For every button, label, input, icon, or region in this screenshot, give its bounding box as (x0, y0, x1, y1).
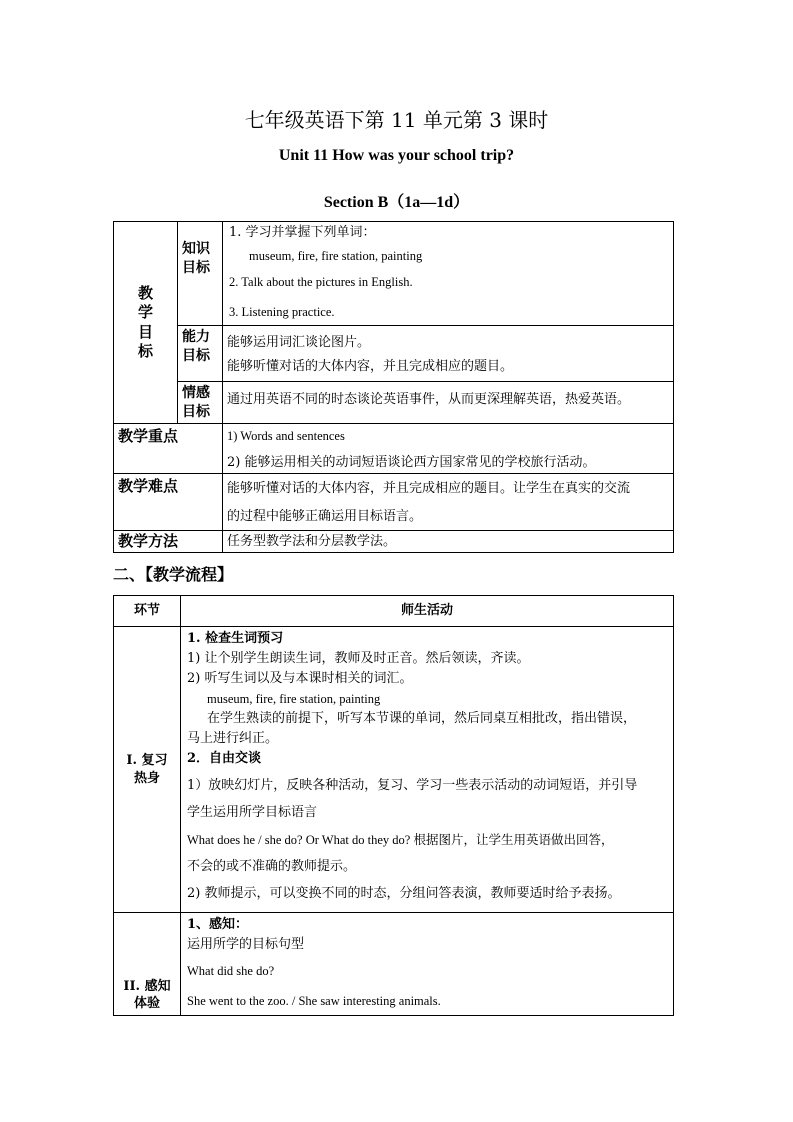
objectives-table (113, 221, 674, 553)
section-title: Section B（1a—1d） (323, 194, 470, 211)
document-title: 七年级英语下第 11 单元第 3 课时 (244, 108, 549, 132)
process-col-activity-header: 师生活动 (181, 596, 674, 627)
knowledge-objective-label: 知识 目标 (178, 222, 223, 326)
stage1-label: I. 复习 热身 (114, 627, 181, 913)
teaching-objectives-label: 教 学 目 标 (114, 222, 178, 424)
emotion-objective-content: 通过用英语不同的时态谈论英语事件，从而更深理解英语，热爱英语。 (223, 382, 674, 424)
emotion-objective-label: 情感 目标 (178, 382, 223, 424)
section2-heading: 二、【教学流程】 (113, 565, 234, 584)
stage2-label: II. 感知 体验 (114, 913, 181, 1016)
difficult-points-label: 教学难点 (114, 474, 223, 531)
process-col-stage-header: 环节 (114, 596, 181, 627)
knowledge-objective-content: 1. 学习并掌握下列单词： museum, fire, fire station, painting 2. Talk about the pictures in English. 3. Listening practice. (223, 222, 674, 326)
teaching-method-label: 教学方法 (114, 531, 223, 553)
process-table (113, 595, 674, 1016)
stage1-content: 1. 检查生词预习 1) 让个别学生朗读生词，教师及时正音。然后领读，齐读。 2) 听写生词以及与本课时相关的词汇。 museum, fire, fire station, painting 在学生熟读的前提下，听写本节课的单词，然后同桌互相批改，指出错误， 马上进行纠正。 2．自由交谈 1）放映幻灯片，反映各种活动，复习、学习一些表示活动的动词短语，并引导 学生运用所学目标语言 What does he / she do? Or What do they do? 根据图片，让学生用英语做出回答， 不会的或不准确的教师提示。 2) 教师提示，可以变换不同的时态，分组问答表演，教师要适时给予表扬。 (181, 627, 674, 913)
unit-title: Unit 11 How was your school trip? (278, 147, 515, 164)
ability-objective-content: 能够运用词汇谈论图片。 能够听懂对话的大体内容，并且完成相应的题目。 (223, 326, 674, 382)
ability-objective-label: 能力 目标 (178, 326, 223, 382)
key-points-content: 1) Words and sentences 2) 能够运用相关的动词短语谈论西方国家常见的学校旅行活动。 (223, 424, 674, 474)
key-points-label: 教学重点 (114, 424, 223, 474)
difficult-points-content: 能够听懂对话的大体内容，并且完成相应的题目。让学生在真实的交流 的过程中能够正确运用目标语言。 (223, 474, 674, 531)
stage2-content: 1、感知： 运用所学的目标句型 What did she do? She went to the zoo. / She saw interesting animals. (181, 913, 674, 1016)
teaching-method-content: 任务型教学法和分层教学法。 (223, 531, 674, 553)
